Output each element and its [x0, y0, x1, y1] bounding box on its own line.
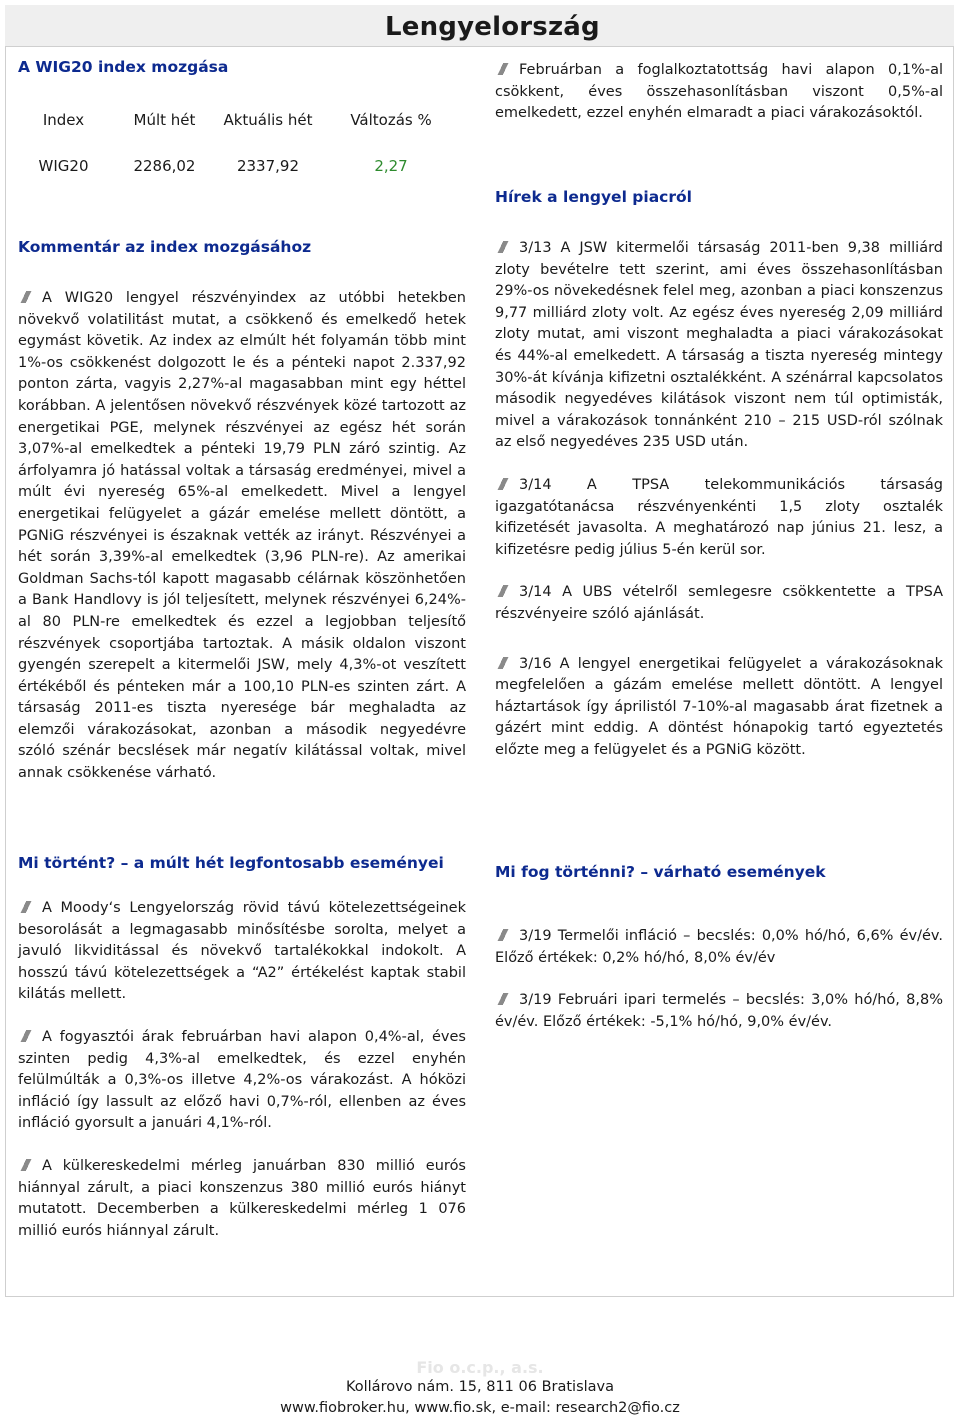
slash-bullet-icon — [495, 63, 511, 75]
list-item: 3/19 Termelői infláció – becslés: 0,0% hó/hó, 6,6% év/év. Előző értékek: 0,2% hó/hó, 8,0% év/év — [495, 928, 943, 966]
row-this-week: 2337,92 — [236, 157, 299, 175]
footer-address: Kollárovo nám. 15, 811 06 Bratislava — [345, 1379, 615, 1395]
list-item: A Moody‘s Lengyelország rövid távú kötelezettségeinek besorolását a legmagasabb minősítésbe sorolta, melyet a javuló likviditással és növekvő tartalékokkal indokolt. A hosszú távú kötelezettségek a “A2” értékelést kaptak stabil kilátás mellett. — [18, 900, 466, 1003]
index-table — [18, 92, 466, 184]
news-list — [495, 238, 943, 761]
slash-bullet-icon — [18, 1159, 34, 1171]
commentary-block — [18, 288, 466, 785]
upcoming-events-heading: Mi fog történni? – várható események — [495, 863, 826, 881]
index-table-header — [18, 92, 466, 148]
col-last-week: Múlt hét — [133, 111, 196, 129]
list-item: 3/19 Februári ipari termelés – becslés: 3,0% hó/hó, 8,8% év/év. Előző értékek: -5,1% hó/hó, 9,0% év/év. — [495, 992, 943, 1030]
top-news-block — [495, 60, 943, 125]
list-item: 3/13 A JSW kitermelői társaság 2011-ben 9,38 milliárd zloty bevételre tett szerint, ami éves összehasonlításban 29%-os növekedésnek felel meg, azonban a piaci konszenzus 9,77 milliárd zloty volt. Az egész éves nyereség 2,09 milliárd zloty mutat, ami viszont meghaladta a piaci várakozásokat és 44%-al emelkedett. A társaság a tiszta nyereség mintegy 30%-át kívánja kifizetni osztalékként. A szénárral kapcsolatos második negyedéves kilátások viszont nem túl optimisták, mivel a várakozások tonnánként 210 – 215 USD-ról szólnak az első negyedéves 235 USD után. — [495, 240, 943, 451]
footer-contact: www.fiobroker.hu, www.fio.sk, e-mail: research2@fio.cz — [280, 1400, 680, 1416]
index-heading: A WIG20 index mozgása — [18, 58, 229, 76]
list-item: 3/14 A TPSA telekommunikációs társaság igazgatótanácsa részvényenkénti 1,5 zloty osztalék kifizetését javasolta. A meghatározó nap június 21. lesz, a kifizetésre pedig július 5-én kerül sor. — [495, 476, 943, 558]
news-heading: Hírek a lengyel piacról — [495, 188, 692, 206]
slash-bullet-icon — [18, 291, 34, 303]
commentary-heading: Kommentár az index mozgásához — [18, 238, 312, 256]
page-title: Lengyelország — [385, 12, 600, 42]
slash-bullet-icon — [495, 993, 511, 1005]
slash-bullet-icon — [18, 901, 34, 913]
past-events-list — [18, 898, 466, 1242]
list-item: Februárban a foglalkoztatottság havi alapon 0,1%-al csökkent, éves összehasonlításban viszont 0,5%-al emelkedett, ezzel enyhén elmaradt a piaci várakozásoktól. — [495, 62, 943, 122]
row-last-week: 2286,02 — [133, 157, 196, 175]
slash-bullet-icon — [18, 1030, 34, 1042]
footer-company: Fio o.c.p., a.s. — [416, 1358, 544, 1377]
col-index: Index — [42, 111, 85, 129]
row-index: WIG20 — [38, 157, 89, 175]
col-this-week: Aktuális hét — [223, 111, 313, 129]
index-section — [18, 58, 466, 184]
list-item: 3/16 A lengyel energetikai felügyelet a várakozásoknak megfelelően a gázám emelése mellett döntött. A lengyel háztartások így áprilistól 7-10%-al magasabb árat fizetnek a gázért mint eddig. A döntést hónapokig tartó egyeztetés előzte meg a felügyelet és a PGNiG között. — [495, 655, 943, 758]
slash-bullet-icon — [495, 585, 511, 597]
slash-bullet-icon — [495, 929, 511, 941]
list-item: A fogyasztói árak februárban havi alapon 0,4%-al, éves szinten pedig 4,3%-al emelkedtek, és ezzel enyhén felülmúlták a 0,3%-os illetve 4,2%-os várakozást. A hóközi infláció így lassult az előző havi 0,7%-ról, ellenben az éves infláció gyorsult a januári 4,1%-ról. — [18, 1028, 466, 1132]
slash-bullet-icon — [495, 657, 511, 669]
slash-bullet-icon — [495, 241, 511, 253]
slash-bullet-icon — [495, 478, 511, 490]
row-change: 2,27 — [374, 157, 408, 175]
list-item: A külkereskedelmi mérleg januárban 830 millió eurós hiánnyal zárult, a piaci konszenzus 380 millió eurós hiányt mutatott. Decemberben a külkereskedelmi mérleg 1 076 millió eurós hiánnyal zárult. — [18, 1157, 466, 1239]
list-item: 3/14 A UBS vételről semlegesre csökkentette a TPSA részvényeire szóló ajánlását. — [495, 584, 943, 622]
upcoming-events-list — [495, 926, 943, 1033]
commentary-text: A WIG20 lengyel részvényindex az utóbbi hetekben növekvő volatilitást mutat, a csökkenő és emelkedő hetek egymást követik. Az index az elmúlt hét folyamán több mint 1%-os csökkenést dolgozott le és a pénteki napot 2.337,92 ponton zárta, vagyis 2,27%-al magasabban mint egy héttel korábban. A jelentősen növekvő részvények közé tartozott az energetikai PGE, melynek részvényei az egész hét során 3,07%-al emelkedtek a pénteki 19,79 PLN záró szintig. Az árfolyamra jó hatással voltak a társaság eredményei, mivel a múlt évi nyereség 65%-al emelkedett. Mivel a lengyel energetikai felügyelet a gázár emelése mellett döntött, a PGNiG részvényei is északnak vették az irányt. Részvényei a hét során 3,39%-al emelkedtek (3,96 PLN-re). Az amerikai Goldman Sachs-tól kapott magasabb célárnak köszönhetően a Bank Handlovy is jól teljesített, melynek részvényei 6,24%-al 80 PLN-re emelkedtek és ezzel a legjobban teljesítő részvények csoportjába tartoztak. A másik oldalon viszont gyengén szerepelt a kitermelői JSW, mely 4,3%-ot veszített értékéből és pénteken már a 100,10 PLN-es szinten zárt. A társaság 2011-es tiszta nyeresége bár meghaladta az elemzői várakozásokat, azonban a második negyedévre szóló szénár becslések már negatív kilátással voltak, mivel annak csökkenése várható. — [18, 290, 466, 782]
past-events-heading: Mi történt? – a múlt hét legfontosabb eseményei — [18, 854, 444, 872]
col-change: Változás % — [350, 111, 432, 129]
table-row — [18, 148, 466, 184]
